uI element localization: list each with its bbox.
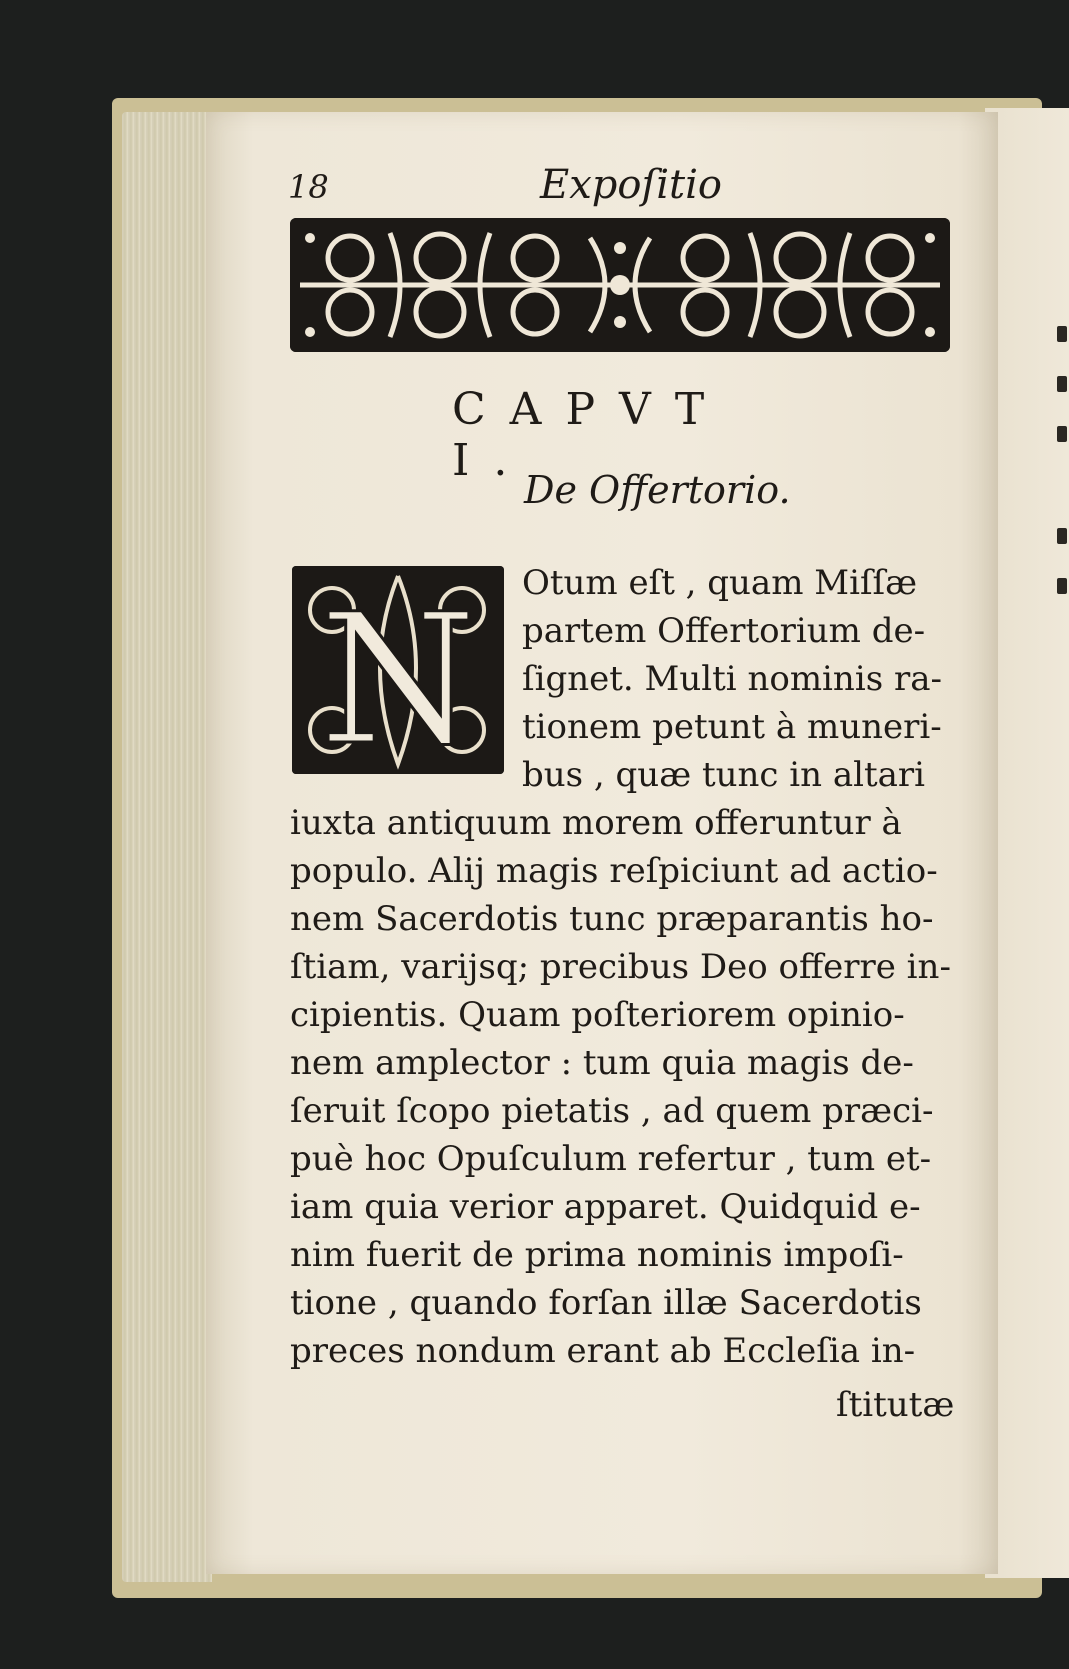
chapter-subtitle: De Offertorio. [524, 468, 791, 512]
headpiece-ornament [290, 218, 950, 352]
text-line: puè hoc Opuſculum refertur , tum et- [290, 1139, 932, 1179]
text-line: nem Sacerdotis tunc præparantis ho- [290, 899, 934, 939]
text-line: bus , quæ tunc in altari [522, 755, 926, 795]
text-line: cipientis. Quam poſteriorem opinio- [290, 995, 905, 1035]
catchword: ſtitutæ [836, 1385, 955, 1425]
text-line: ſignet. Multi nominis ra- [522, 659, 942, 699]
facing-page-ink-mark [1057, 326, 1067, 342]
facing-page-ink-mark [1057, 528, 1067, 544]
text-line: nim fuerit de prima nominis impoſi- [290, 1235, 904, 1275]
text-line: populo. Alij magis reſpiciunt ad actio- [290, 851, 938, 891]
text-line: iuxta antiquum morem offeruntur à [290, 803, 902, 843]
initial-letter: N [319, 576, 477, 774]
ornament-pattern [290, 218, 950, 352]
text-line: partem Offertorium de- [522, 611, 926, 651]
chapter-heading: CAPVT I. [452, 384, 729, 486]
text-line: ſtiam, varijsq; precibus Deo offerre in- [290, 947, 951, 987]
text-line: nem amplector : tum quia magis de- [290, 1043, 914, 1083]
text-line: preces nondum erant ab Eccleſia in- [290, 1331, 916, 1371]
facing-page-ink-mark [1057, 426, 1067, 442]
facing-page-ink-mark [1057, 376, 1067, 392]
running-head [288, 162, 948, 212]
text-line: Otum eſt , quam Miſſæ [522, 563, 918, 603]
initial-ornament [292, 566, 504, 774]
text-line: iam quia verior apparet. Quidquid e- [290, 1187, 921, 1227]
running-title: Expoſitio [540, 162, 722, 208]
text-line: ſeruit ſcopo pietatis , ad quem præci- [290, 1091, 934, 1131]
facing-page-ink-mark [1057, 578, 1067, 594]
text-line: tione , quando forſan illæ Sacerdotis [290, 1283, 922, 1323]
page-edges [122, 112, 212, 1582]
decorated-initial [292, 566, 504, 774]
page-number: 18 [288, 168, 329, 206]
text-line: tionem petunt à muneri- [522, 707, 942, 747]
